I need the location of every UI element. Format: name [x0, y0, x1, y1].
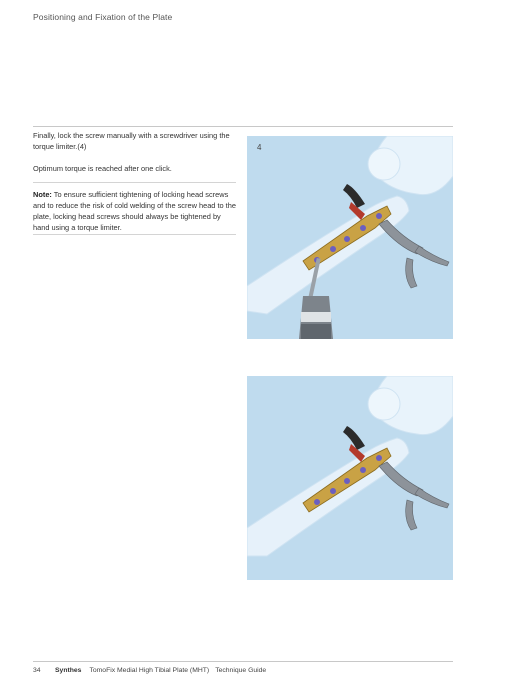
guide-title: Technique Guide	[215, 667, 267, 674]
torque-paragraph: Optimum torque is reached after one click.	[33, 164, 172, 173]
tibia-screwdriver-illustration	[247, 136, 453, 339]
note-divider-top	[33, 182, 236, 183]
tibia-plate-illustration	[247, 376, 453, 580]
page-number: 34	[33, 667, 41, 674]
figure-plate-fixed	[247, 376, 453, 580]
product-name: TomoFix Medial High Tibial Plate (MHT)	[89, 667, 210, 674]
note-text: To ensure sufficient tightening of locking head screws and to reduce the risk of cold welding of the screw head to the plate, locking head screws should always be tightened by hand using a torque limiter.	[33, 190, 236, 232]
footer-divider	[33, 661, 453, 662]
figure-torque-limiter	[247, 136, 453, 339]
figure-number: 4	[257, 143, 262, 152]
divider	[33, 126, 453, 127]
page-footer	[33, 667, 266, 674]
note-label: Note:	[33, 190, 52, 199]
note-box	[33, 189, 238, 233]
instruction-paragraph: Finally, lock the screw manually with a screwdriver using the torque limiter.(4)	[33, 131, 230, 151]
note-divider-bottom	[33, 234, 236, 235]
running-header: Positioning and Fixation of the Plate	[33, 12, 173, 22]
brand-name: Synthes	[55, 667, 82, 674]
